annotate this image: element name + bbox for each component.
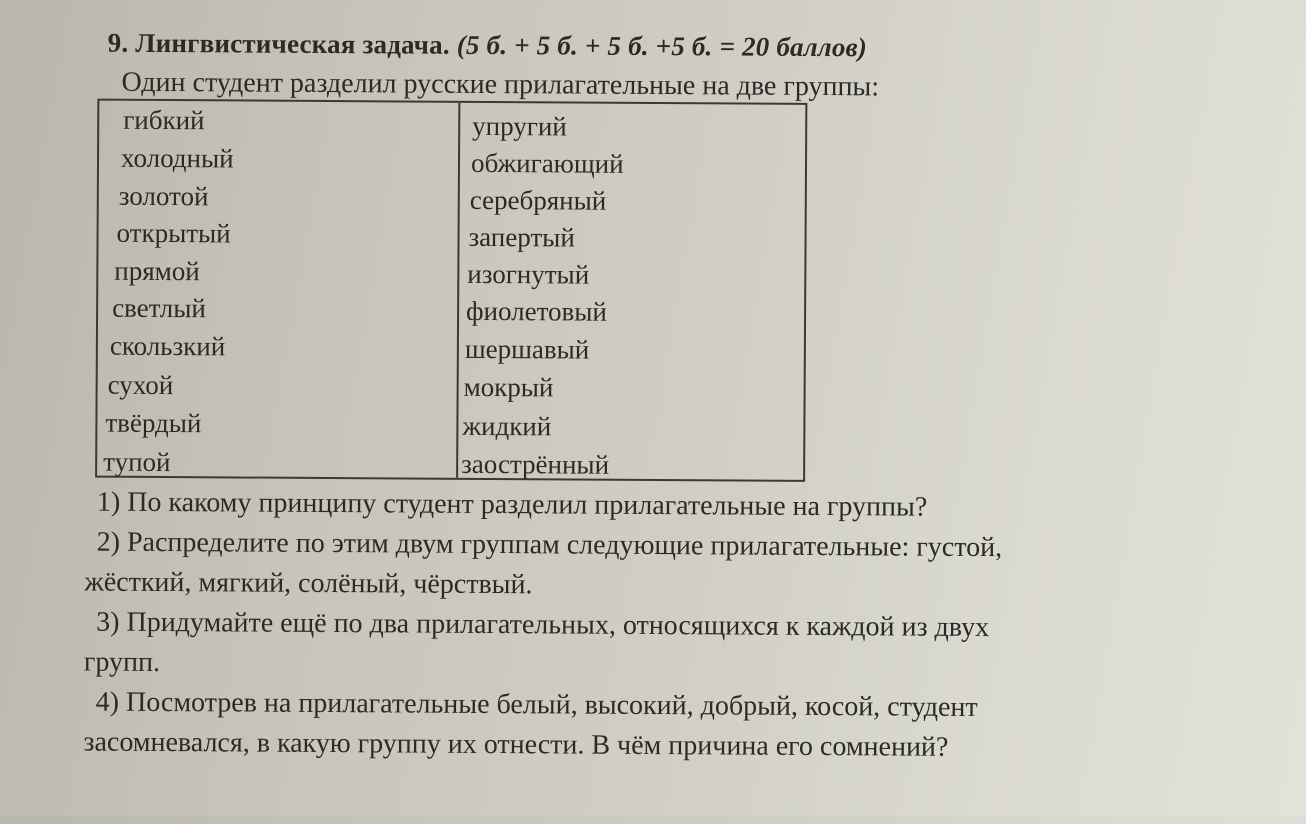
question-3-line-1: 3) Придумайте ещё по два прилагательных, относящихся к каждой из двух (96, 606, 990, 644)
adjectives-table (95, 99, 807, 482)
group-two-word: заострённый (461, 448, 610, 480)
question-4-line-2: засомневался, в какую группу их отнести. В чём причина его сомнений? (83, 726, 949, 763)
group-one-word: твёрдый (105, 407, 202, 439)
group-two-word: серебряный (469, 184, 607, 216)
question-3-line-2: групп. (83, 646, 161, 678)
group-two-word: фиолетовый (466, 295, 608, 327)
group-two-word: запертый (468, 221, 575, 253)
group-two-word: шершавый (464, 333, 590, 365)
group-two-word: упругий (472, 110, 567, 142)
group-one-word: светлый (112, 292, 206, 324)
task-intro: Один студент разделил русские прилагательные на две группы: (121, 66, 880, 103)
group-two-column (458, 103, 805, 480)
task-title: Лингвистическая задача. (135, 27, 450, 60)
group-one-word: скользкий (109, 330, 226, 362)
group-two-word: жидкий (462, 410, 552, 442)
group-one-word: холодный (120, 142, 234, 174)
group-two-word: мокрый (463, 371, 554, 403)
group-one-column (97, 101, 460, 478)
question-2-line-1: 2) Распределите по этим двум группам следующие прилагательные: густой, (96, 526, 1003, 564)
group-one-word: прямой (114, 255, 200, 287)
questions-list (79, 483, 1231, 770)
group-one-word: золотой (118, 180, 209, 212)
question-2-line-2: жёсткий, мягкий, солёный, чёрствый. (84, 566, 533, 601)
task-points: (5 б. + 5 б. + 5 б. +5 б. = 20 баллов) (456, 29, 868, 63)
group-one-word: сухой (107, 369, 174, 401)
group-one-word: гибкий (123, 104, 205, 136)
group-two-word: обжигающий (470, 147, 624, 179)
task-number: 9. (107, 27, 129, 58)
question-4-line-1: 4) Посмотрев на прилагательные белый, высокий, добрый, косой, студент (95, 686, 978, 723)
task-heading (108, 28, 867, 64)
question-1: 1) По какому принципу студент разделил прилагательные на группы? (96, 486, 928, 523)
group-one-word: тупой (103, 446, 171, 478)
group-two-word: изогнутый (467, 258, 590, 290)
group-one-word: открытый (116, 217, 231, 249)
